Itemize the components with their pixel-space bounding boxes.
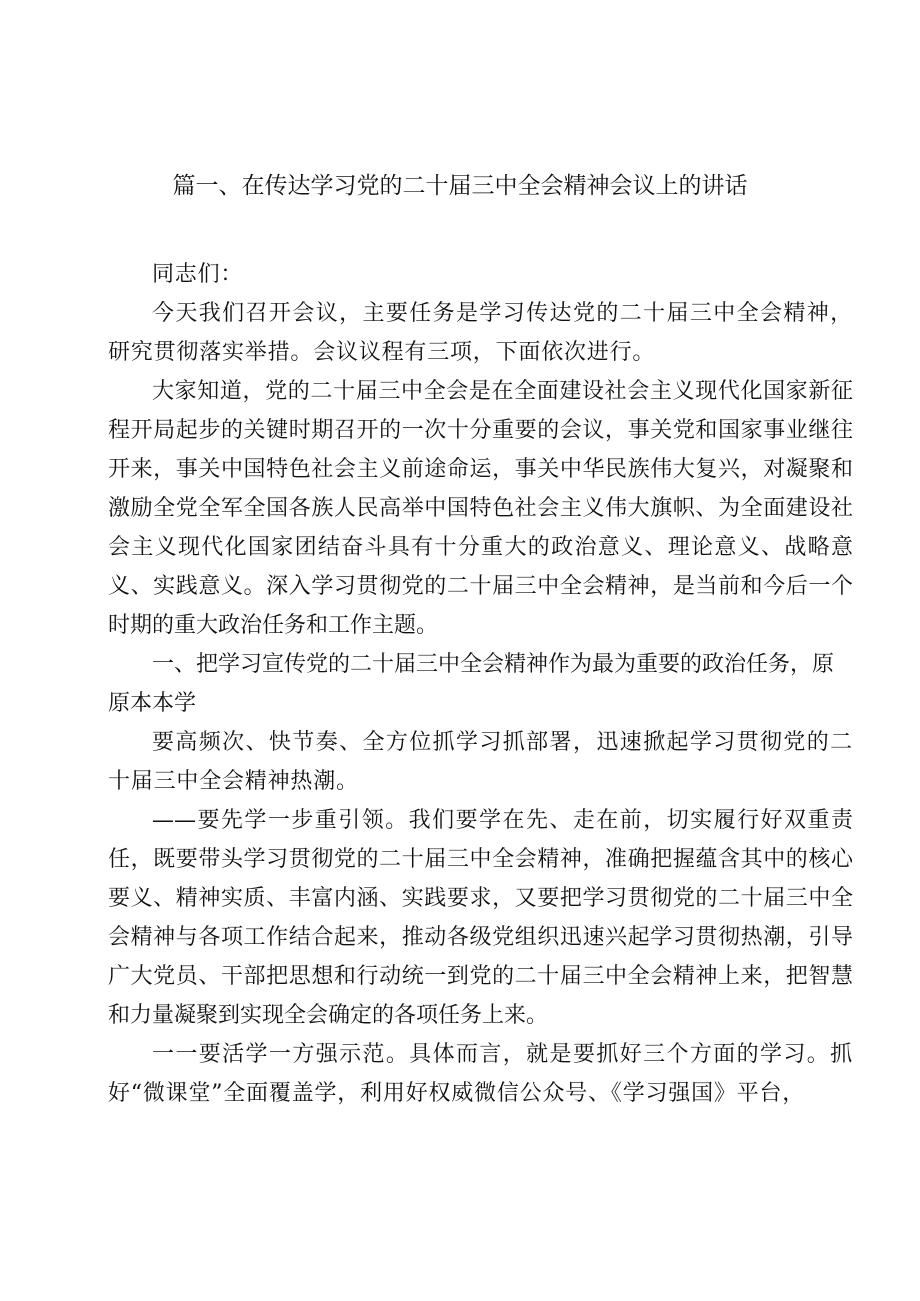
- document-title: 篇一、在传达学习党的二十届三中全会精神会议上的讲话: [172, 173, 748, 199]
- salutation-paragraph: 同志们：: [152, 262, 244, 287]
- background-paragraph: 大家知道，党的二十届三中全会是在全面建设社会主义现代化国家新征程开局起步的关键时期召开的一次十分重要的会议，事关党和国家事业继往开来，事关中国特色社会主义前途命运，事关中华民族伟大复兴，对凝聚和激励全党全军全国各族人民高举中国特色社会主义伟大旗帜、为全面建设社会主义现代化国家团结奋斗具有十分重大的政治意义、理论意义、战略意义、实践意义。深入学习贯彻党的二十届三中全会精神，是当前和今后一个时期的重大政治任务和工作主题。: [108, 379, 853, 638]
- section-1-point-2-paragraph: 一一要活学一方强示范。具体而言，就是要抓好三个方面的学习。抓好“微课堂”全面覆盖学，利用好权威微信公众号、《学习强国》平台，: [108, 1042, 853, 1106]
- section-heading-1: 一、把学习宣传党的二十届三中全会精神作为最为重要的政治任务，原原本本学: [108, 652, 835, 716]
- section-1-intro-paragraph: 要高频次、快节奏、全方位抓学习抓部署，迅速掀起学习贯彻党的二十届三中全会精神热潮。: [108, 730, 853, 794]
- section-1-point-1-paragraph: ——要先学一步重引领。我们要学在先、走在前，切实履行好双重责任，既要带头学习贯彻党的二十届三中全会精神，准确把握蕴含其中的核心要义、精神实质、丰富内涵、实践要求，又要把学习贯彻党的二十届三中全会精神与各项工作结合起来，推动各级党组织迅速兴起学习贯彻热潮，引导广大党员、干部把思想和行动统一到党的二十届三中全会精神上来，把智慧和力量凝聚到实现全会确定的各项任务上来。: [108, 808, 853, 1028]
- intro-paragraph: 今天我们召开会议，主要任务是学习传达党的二十届三中全会精神，研究贯彻落实举措。会议议程有三项，下面依次进行。: [108, 301, 853, 365]
- document-body: [108, 255, 853, 1113]
